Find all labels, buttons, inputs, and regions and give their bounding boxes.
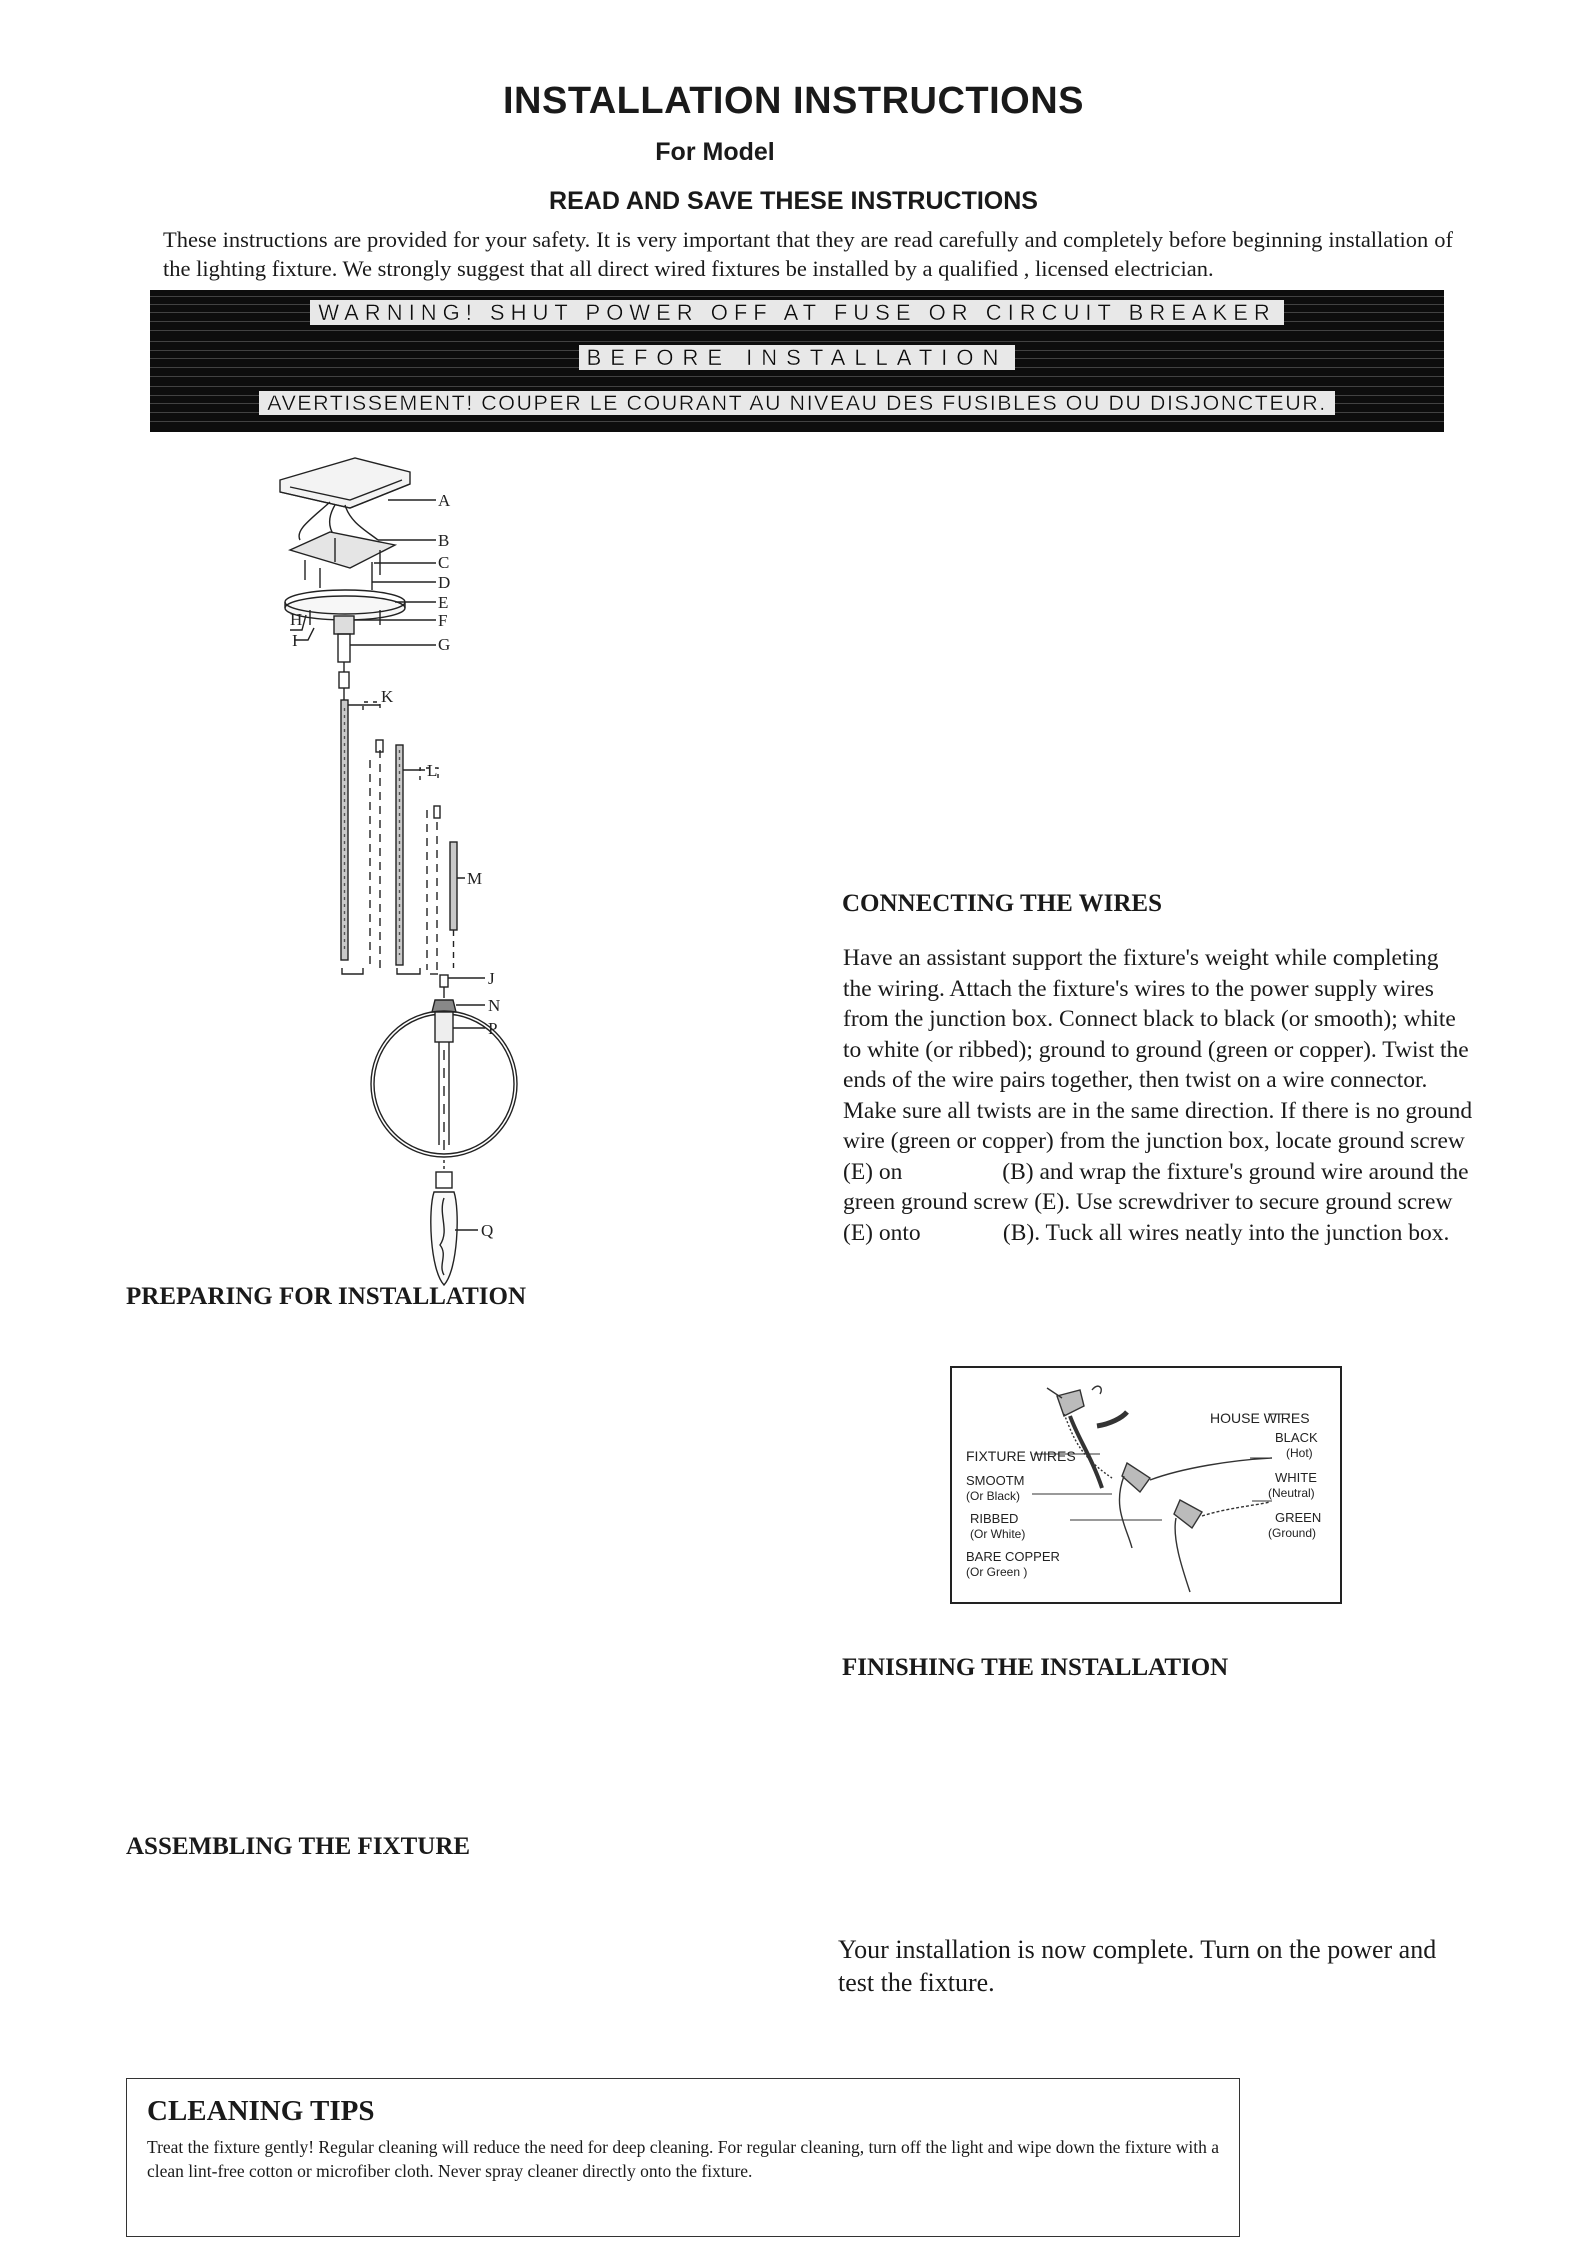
warning-banner xyxy=(150,290,1444,432)
read-save-notice: READ AND SAVE THESE INSTRUCTIONS xyxy=(549,187,1038,215)
label-Q: Q xyxy=(481,1221,494,1240)
label-A: A xyxy=(438,491,451,510)
label-M: M xyxy=(467,869,483,888)
cleaning-tips-box xyxy=(126,2078,1240,2237)
hot-label: (Hot) xyxy=(1286,1446,1313,1460)
connecting-heading: CONNECTING THE WIRES xyxy=(842,890,1162,917)
smooth-label: SMOOTM xyxy=(966,1473,1025,1488)
finishing-heading: FINISHING THE INSTALLATION xyxy=(842,1654,1229,1681)
white-label: WHITE xyxy=(1275,1470,1317,1485)
cleaning-tips-title: CLEANING TIPS xyxy=(147,2095,375,2127)
exploded-parts-diagram xyxy=(270,450,570,1320)
fixture-wires-label: FIXTURE WIRES xyxy=(966,1448,1076,1464)
ribbed-label: RIBBED xyxy=(970,1511,1019,1526)
label-D: D xyxy=(438,573,451,592)
label-I: I xyxy=(292,631,298,650)
label-H: H xyxy=(290,610,303,629)
connecting-paragraph: Have an assistant support the fixture's weight while completing the wiring. Attach the fixture's wires to the power supply wires from the junction box. Connect black to black (or smooth); white to white (or ribbed); ground to ground (green or copper). Twist the ends of the wire pairs together, then twist on a wire connector. Make sure all twists are in the same direction. If there is no ground wire (green or copper) from the junction box, locate ground screw (E) on (B) and wrap the fixture's ground wire around the green ground screw (E). Use screwdriver to secure ground screw (E) onto (B). Tuck all wires neatly into the junction box. xyxy=(843,945,1478,1246)
label-E: E xyxy=(438,593,449,612)
intro-paragraph: These instructions are provided for your safety. It is very important that they are read carefully and completely before beginning installation of the lighting fixture. We strongly suggest that all direct wired fixtures be installed by a qualified , licensed electrician. xyxy=(163,227,1453,281)
label-J: J xyxy=(488,969,495,988)
green-label: GREEN xyxy=(1275,1510,1322,1525)
or-white-label: (Or White) xyxy=(970,1527,1026,1541)
wire-connection-diagram xyxy=(950,1366,1342,1604)
assembling-heading: ASSEMBLING THE FIXTURE xyxy=(126,1833,471,1860)
or-green-label: (Or Green ) xyxy=(966,1565,1028,1579)
finishing-paragraph: Your installation is now complete. Turn on the power and test the fixture. xyxy=(838,1935,1437,1997)
model-subtitle: For Model xyxy=(655,138,775,166)
black-label: BLACK xyxy=(1275,1430,1318,1445)
label-G: G xyxy=(438,635,451,654)
label-N: N xyxy=(488,996,501,1015)
warning-line-3: AVERTISSEMENT! COUPER LE COURANT AU NIVEAU DES FUSIBLES OU DU DISJONCTEUR. xyxy=(259,391,1335,415)
cleaning-tips-body: Treat the fixture gently! Regular cleaning will reduce the need for deep cleaning. For regular cleaning, turn off the light and wipe down the fixture with a clean lint-free cotton or microfiber cloth. Never spray cleaner directly onto the fixture. xyxy=(147,2137,1220,2181)
ground-label: (Ground) xyxy=(1268,1526,1317,1540)
neutral-label: (Neutral) xyxy=(1268,1486,1315,1500)
label-P: P xyxy=(488,1019,498,1038)
warning-line-1: WARNING! SHUT POWER OFF AT FUSE OR CIRCUIT BREAKER xyxy=(310,300,1284,325)
label-F: F xyxy=(438,611,448,630)
or-black-label: (Or Black) xyxy=(966,1489,1020,1503)
label-K: K xyxy=(381,687,394,706)
document-title: INSTALLATION INSTRUCTIONS xyxy=(502,80,1085,122)
label-C: C xyxy=(438,553,450,572)
house-wires-label: HOUSE WIRES xyxy=(1210,1410,1310,1426)
warning-line-2: BEFORE INSTALLATION xyxy=(579,345,1016,370)
label-L: L xyxy=(427,761,438,780)
label-B: B xyxy=(438,531,450,550)
bare-copper-label: BARE COPPER xyxy=(966,1549,1060,1564)
preparing-heading: PREPARING FOR INSTALLATION xyxy=(126,1283,527,1310)
